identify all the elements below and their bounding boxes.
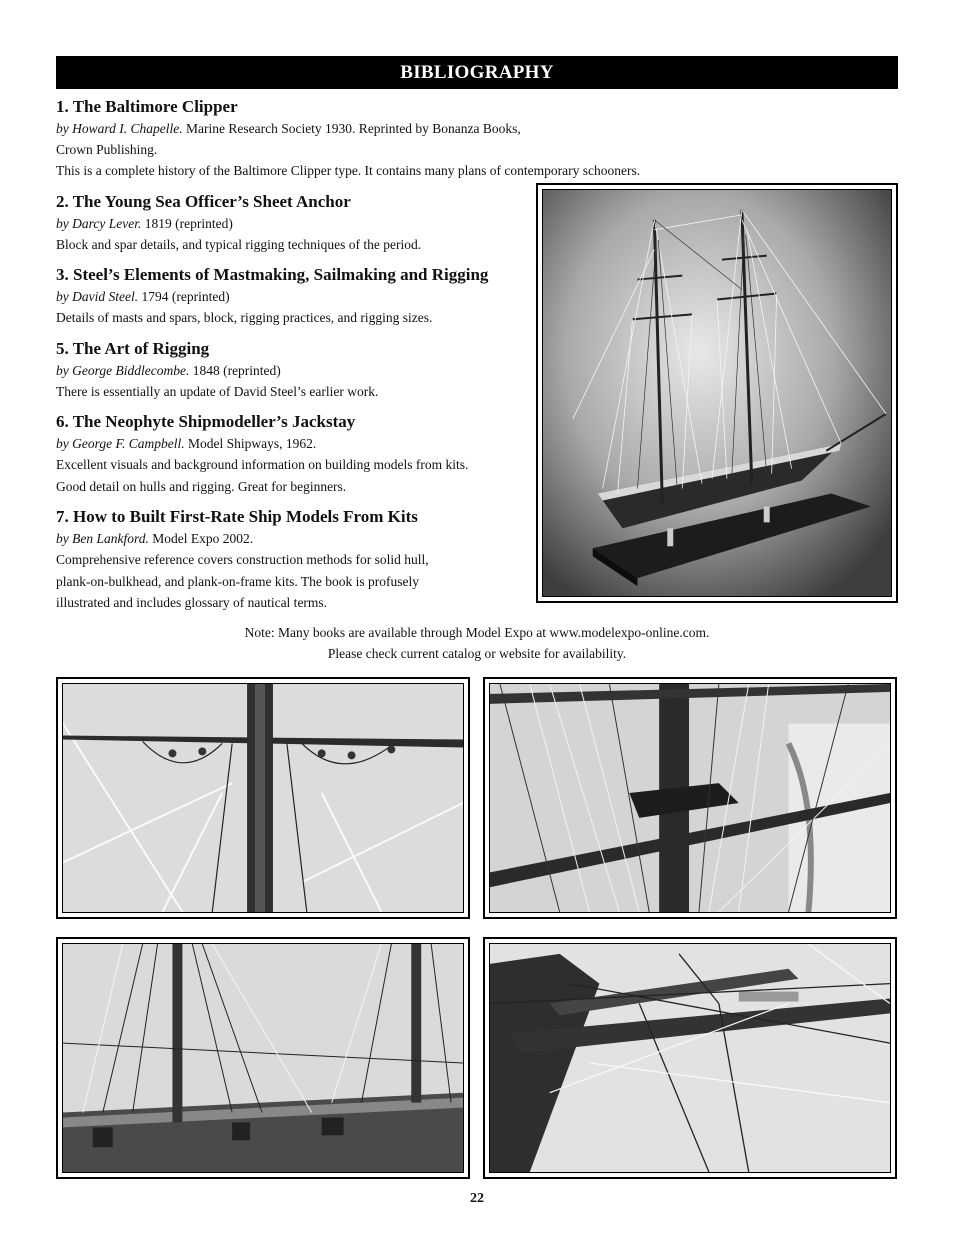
entry-title: 5. The Art of Rigging: [56, 338, 210, 358]
entry-byline: [56, 528, 526, 549]
entry-byline: [56, 433, 526, 454]
note-line: Please check current catalog or website for availability.: [327, 646, 627, 661]
entry-publication: 1819 (reprinted): [141, 215, 233, 231]
entry-byline: [56, 360, 526, 381]
ship-model-photo: [536, 183, 898, 603]
bibliography-entry: [56, 264, 526, 329]
entry-title: 7. How to Built First-Rate Ship Models From Kits: [56, 507, 418, 526]
ship-model-illustration: [543, 190, 891, 596]
rigging-photo-top-right: [483, 677, 897, 919]
entry-author: by George Biddlecombe.: [56, 362, 190, 378]
entry-publication: Model Expo 2002.: [148, 531, 254, 546]
entry-description: This is a complete history of the Baltimore Clipper type. It contains many plans of contemporary schooners.: [56, 163, 641, 178]
entry-description: Details of masts and spars, block, rigging practices, and rigging sizes.: [56, 310, 433, 325]
entry-publication: 1848 (reprinted): [189, 362, 281, 378]
entry-publication: Model Shipways, 1962.: [184, 436, 317, 451]
entry-description: plank-on-bulkhead, and plank-on-frame kits. The book is profusely: [56, 573, 420, 589]
bibliography-entry: [56, 96, 641, 182]
entry-description: Good detail on hulls and rigging. Great for beginners.: [56, 478, 347, 494]
rigging-photo-bottom-right: [483, 937, 897, 1179]
entry-byline: [56, 213, 526, 234]
bibliography-entry: [56, 191, 526, 256]
entry-description: Block and spar details, and typical rigging techniques of the period.: [56, 236, 422, 252]
entry-author: by David Steel.: [56, 289, 139, 304]
entry-author: by Darcy Lever.: [56, 215, 142, 231]
section-header: BIBLIOGRAPHY: [56, 56, 898, 89]
entry-publication: 1794 (reprinted): [138, 289, 230, 304]
entry-byline: [56, 118, 526, 160]
entry-description: Comprehensive reference covers construction methods for solid hull,: [56, 552, 429, 567]
bibliography-entry: [56, 338, 526, 403]
entry-byline: [56, 286, 526, 307]
page-number: 22: [470, 1191, 484, 1206]
entry-title: 1. The Baltimore Clipper: [56, 97, 238, 116]
bibliography-list: [56, 96, 641, 623]
note-line: Note: Many books are available through Model Expo at www.modelexpo-online.com.: [244, 625, 710, 640]
entry-title: 2. The Young Sea Officer’s Sheet Anchor: [56, 191, 351, 211]
availability-note: [56, 622, 898, 664]
entry-title: 6. The Neophyte Shipmodeller’s Jackstay: [56, 412, 356, 431]
entry-author: by Ben Lankford.: [56, 531, 149, 546]
rigging-photo-bottom-left: [56, 937, 470, 1179]
entry-author: by Howard I. Chapelle.: [56, 121, 183, 136]
bibliography-entry: [56, 411, 526, 497]
entry-author: by George F. Campbell.: [56, 436, 185, 451]
entry-description: illustrated and includes glossary of nautical terms.: [56, 595, 328, 610]
entry-title: 3. Steel’s Elements of Mastmaking, Sailmaking and Rigging: [56, 265, 489, 284]
masthead-detail-illustration: [490, 684, 890, 912]
entry-description: Excellent visuals and background information on building models from kits.: [56, 457, 469, 472]
deck-detail-illustration: [63, 944, 463, 1172]
entry-description: There is essentially an update of David Steel’s earlier work.: [56, 383, 379, 399]
bowsprit-detail-illustration: [490, 944, 890, 1172]
yard-detail-illustration: [63, 684, 463, 912]
bibliography-entry: [56, 506, 526, 614]
rigging-photo-top-left: [56, 677, 470, 919]
entry-publication: Marine Research Society 1930. Reprinted by Bonanza Books, Crown Publishing.: [56, 121, 521, 157]
